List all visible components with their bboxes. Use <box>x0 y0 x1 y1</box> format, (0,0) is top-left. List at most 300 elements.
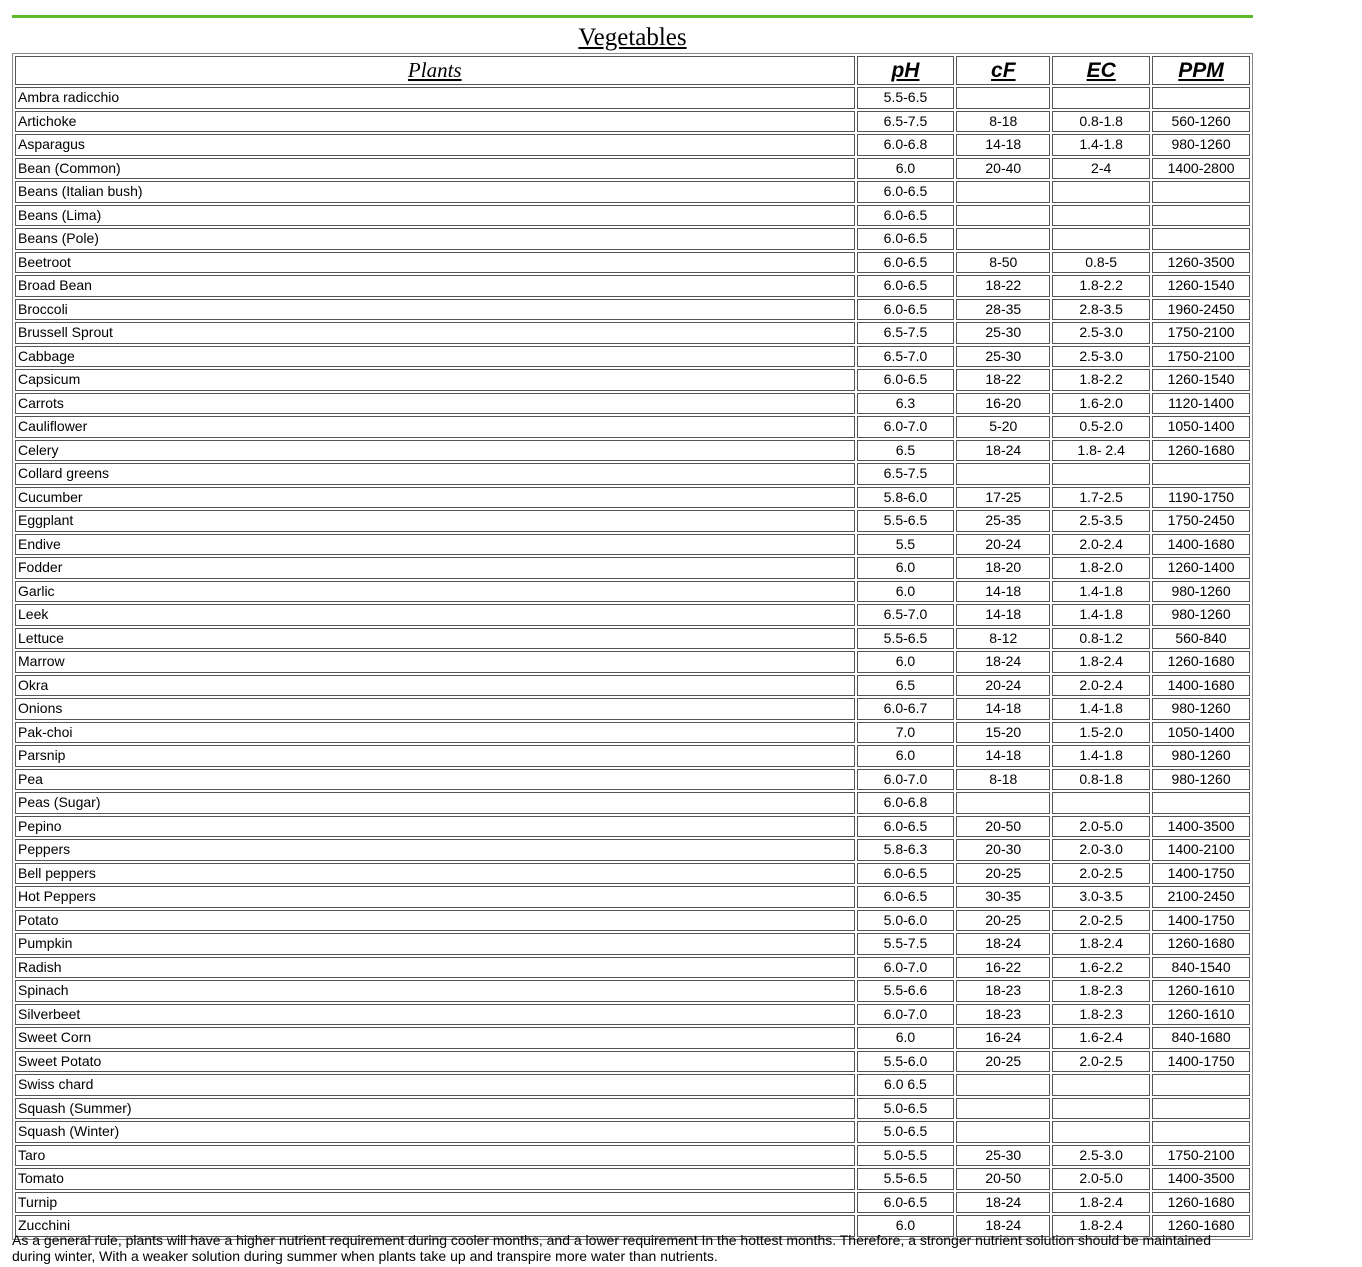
cell-plant: Beans (Pole) <box>15 228 855 250</box>
cell-ppm <box>1152 463 1250 485</box>
cell-plant: Carrots <box>15 393 855 415</box>
cell-ec <box>1052 1098 1150 1120</box>
cell-ppm: 1190-1750 <box>1152 487 1250 509</box>
cell-ph: 5.5-6.0 <box>857 1051 955 1073</box>
cell-ppm: 1260-1540 <box>1152 275 1250 297</box>
cell-plant: Brussell Sprout <box>15 322 855 344</box>
table-row <box>15 1145 1250 1167</box>
cell-plant: Leek <box>15 604 855 626</box>
cell-plant: Squash (Winter) <box>15 1121 855 1143</box>
cell-ec: 0.8-1.8 <box>1052 769 1150 791</box>
cell-ppm: 560-840 <box>1152 628 1250 650</box>
table-row <box>15 863 1250 885</box>
cell-ph: 6.3 <box>857 393 955 415</box>
cell-ec: 1.8-2.4 <box>1052 1192 1150 1214</box>
cell-plant: Lettuce <box>15 628 855 650</box>
cell-cf: 18-24 <box>956 933 1050 955</box>
cell-cf <box>956 1098 1050 1120</box>
cell-ec: 1.4-1.8 <box>1052 581 1150 603</box>
cell-ph: 5.5-6.5 <box>857 510 955 532</box>
cell-plant: Hot Peppers <box>15 886 855 908</box>
cell-ec: 2.0-2.4 <box>1052 534 1150 556</box>
cell-ph: 5.5-6.5 <box>857 87 955 109</box>
cell-ec: 1.4-1.8 <box>1052 745 1150 767</box>
cell-ph: 6.0-7.0 <box>857 769 955 791</box>
cell-cf: 20-30 <box>956 839 1050 861</box>
cell-ph: 5.0-6.0 <box>857 910 955 932</box>
cell-ph: 6.0-6.8 <box>857 134 955 156</box>
cell-ppm: 1050-1400 <box>1152 416 1250 438</box>
cell-ph: 6.0 <box>857 1027 955 1049</box>
table-row <box>15 1027 1250 1049</box>
table-row <box>15 510 1250 532</box>
cell-plant: Capsicum <box>15 369 855 391</box>
cell-cf <box>956 792 1050 814</box>
table-row <box>15 1074 1250 1096</box>
cell-cf: 20-24 <box>956 675 1050 697</box>
header-ph: pH <box>857 56 955 85</box>
cell-plant: Radish <box>15 957 855 979</box>
cell-plant: Beans (Lima) <box>15 205 855 227</box>
cell-plant: Asparagus <box>15 134 855 156</box>
cell-ec: 2.5-3.0 <box>1052 346 1150 368</box>
cell-ec: 2.5-3.0 <box>1052 1145 1150 1167</box>
cell-cf: 8-18 <box>956 769 1050 791</box>
cell-ppm: 1400-1680 <box>1152 675 1250 697</box>
table-row <box>15 816 1250 838</box>
vegetables-table <box>12 53 1253 1240</box>
table-row <box>15 205 1250 227</box>
cell-ph: 5.5-6.5 <box>857 1168 955 1190</box>
cell-ec: 2.0-2.5 <box>1052 1051 1150 1073</box>
cell-ec: 2.5-3.5 <box>1052 510 1150 532</box>
cell-ec: 1.8- 2.4 <box>1052 440 1150 462</box>
cell-ppm <box>1152 792 1250 814</box>
cell-ppm: 840-1540 <box>1152 957 1250 979</box>
cell-plant: Cauliflower <box>15 416 855 438</box>
cell-ph: 6.0-6.5 <box>857 1192 955 1214</box>
cell-ph: 6.0 <box>857 1215 955 1237</box>
cell-cf: 18-24 <box>956 1215 1050 1237</box>
cell-plant: Artichoke <box>15 111 855 133</box>
cell-cf: 14-18 <box>956 581 1050 603</box>
cell-plant: Spinach <box>15 980 855 1002</box>
table-row <box>15 886 1250 908</box>
cell-ph: 6.0-6.5 <box>857 863 955 885</box>
cell-ppm: 2100-2450 <box>1152 886 1250 908</box>
cell-ppm: 1260-1680 <box>1152 1192 1250 1214</box>
cell-ph: 6.0-7.0 <box>857 416 955 438</box>
cell-plant: Taro <box>15 1145 855 1167</box>
cell-ph: 6.5-7.0 <box>857 604 955 626</box>
cell-cf <box>956 87 1050 109</box>
cell-plant: Peas (Sugar) <box>15 792 855 814</box>
cell-ec: 1.8-2.2 <box>1052 275 1150 297</box>
cell-cf: 25-30 <box>956 322 1050 344</box>
cell-ph: 5.5-6.5 <box>857 628 955 650</box>
cell-ph: 5.5-7.5 <box>857 933 955 955</box>
table-row <box>15 1192 1250 1214</box>
cell-ppm: 1400-1750 <box>1152 1051 1250 1073</box>
cell-ph: 6.0-6.8 <box>857 792 955 814</box>
table-row <box>15 675 1250 697</box>
cell-ph: 6.0 <box>857 158 955 180</box>
cell-plant: Swiss chard <box>15 1074 855 1096</box>
cell-ph: 5.8-6.0 <box>857 487 955 509</box>
header-cf: cF <box>956 56 1050 85</box>
table-row <box>15 722 1250 744</box>
cell-ppm: 1260-1680 <box>1152 651 1250 673</box>
table-row <box>15 839 1250 861</box>
cell-ppm: 1260-1400 <box>1152 557 1250 579</box>
cell-cf <box>956 205 1050 227</box>
cell-plant: Sweet Potato <box>15 1051 855 1073</box>
cell-ppm: 980-1260 <box>1152 745 1250 767</box>
header-ppm: PPM <box>1152 56 1250 85</box>
cell-ppm: 1260-1680 <box>1152 933 1250 955</box>
cell-cf <box>956 463 1050 485</box>
cell-ec <box>1052 228 1150 250</box>
table-row <box>15 275 1250 297</box>
cell-plant: Squash (Summer) <box>15 1098 855 1120</box>
table-row <box>15 651 1250 673</box>
cell-ppm: 1400-2800 <box>1152 158 1250 180</box>
cell-ppm: 1050-1400 <box>1152 722 1250 744</box>
table-row <box>15 252 1250 274</box>
cell-plant: Bean (Common) <box>15 158 855 180</box>
cell-plant: Parsnip <box>15 745 855 767</box>
cell-cf: 20-24 <box>956 534 1050 556</box>
cell-cf: 18-23 <box>956 1004 1050 1026</box>
cell-ph: 6.0-6.5 <box>857 228 955 250</box>
cell-plant: Celery <box>15 440 855 462</box>
cell-plant: Pea <box>15 769 855 791</box>
table-row <box>15 487 1250 509</box>
table-row <box>15 158 1250 180</box>
table-row <box>15 792 1250 814</box>
cell-ppm <box>1152 1121 1250 1143</box>
cell-ppm: 1750-2100 <box>1152 1145 1250 1167</box>
cell-cf: 20-25 <box>956 1051 1050 1073</box>
table-row <box>15 1004 1250 1026</box>
cell-cf: 8-18 <box>956 111 1050 133</box>
cell-ec: 2.0-2.5 <box>1052 910 1150 932</box>
table-row <box>15 1121 1250 1143</box>
cell-ppm: 840-1680 <box>1152 1027 1250 1049</box>
table-row <box>15 557 1250 579</box>
cell-ec: 1.8-2.4 <box>1052 1215 1150 1237</box>
cell-ppm: 1120-1400 <box>1152 393 1250 415</box>
cell-ec: 1.4-1.8 <box>1052 134 1150 156</box>
cell-cf: 25-30 <box>956 346 1050 368</box>
table-row <box>15 933 1250 955</box>
cell-ph: 6.5 <box>857 675 955 697</box>
cell-ec: 2.0-3.0 <box>1052 839 1150 861</box>
cell-plant: Fodder <box>15 557 855 579</box>
cell-plant: Silverbeet <box>15 1004 855 1026</box>
cell-plant: Beetroot <box>15 252 855 274</box>
cell-ec: 1.6-2.4 <box>1052 1027 1150 1049</box>
cell-ppm: 1400-2100 <box>1152 839 1250 861</box>
cell-ppm: 1260-3500 <box>1152 252 1250 274</box>
cell-ppm <box>1152 1098 1250 1120</box>
cell-ph: 6.0 <box>857 651 955 673</box>
cell-cf: 8-12 <box>956 628 1050 650</box>
cell-ph: 6.5-7.0 <box>857 346 955 368</box>
cell-ec: 1.4-1.8 <box>1052 698 1150 720</box>
cell-cf: 8-50 <box>956 252 1050 274</box>
cell-ph: 6.0 <box>857 745 955 767</box>
cell-ppm: 980-1260 <box>1152 581 1250 603</box>
cell-ppm: 1400-3500 <box>1152 816 1250 838</box>
cell-ph: 6.5-7.5 <box>857 111 955 133</box>
table-row <box>15 534 1250 556</box>
cell-cf: 20-25 <box>956 910 1050 932</box>
cell-cf: 15-20 <box>956 722 1050 744</box>
cell-ph: 7.0 <box>857 722 955 744</box>
cell-cf: 20-25 <box>956 863 1050 885</box>
cell-ph: 6.0-6.5 <box>857 252 955 274</box>
cell-ec: 2.5-3.0 <box>1052 322 1150 344</box>
cell-ppm: 1260-1540 <box>1152 369 1250 391</box>
header-ec: EC <box>1052 56 1150 85</box>
table-row <box>15 322 1250 344</box>
cell-ph: 6.0-6.7 <box>857 698 955 720</box>
cell-plant: Zucchini <box>15 1215 855 1237</box>
cell-cf: 20-50 <box>956 816 1050 838</box>
cell-plant: Marrow <box>15 651 855 673</box>
cell-ec: 2.0-5.0 <box>1052 816 1150 838</box>
cell-ppm: 1260-1680 <box>1152 440 1250 462</box>
table-row <box>15 299 1250 321</box>
cell-ph: 6.0-6.5 <box>857 181 955 203</box>
cell-ph: 6.0-6.5 <box>857 205 955 227</box>
cell-plant: Bell peppers <box>15 863 855 885</box>
cell-cf: 16-22 <box>956 957 1050 979</box>
cell-ph: 6.0-6.5 <box>857 816 955 838</box>
cell-ec <box>1052 463 1150 485</box>
cell-ph: 6.5-7.5 <box>857 463 955 485</box>
table-row <box>15 87 1250 109</box>
cell-plant: Collard greens <box>15 463 855 485</box>
cell-ph: 6.0-7.0 <box>857 957 955 979</box>
cell-cf: 25-35 <box>956 510 1050 532</box>
table-row <box>15 1168 1250 1190</box>
cell-ec: 1.8-2.0 <box>1052 557 1150 579</box>
cell-cf: 20-40 <box>956 158 1050 180</box>
cell-cf: 14-18 <box>956 134 1050 156</box>
cell-cf: 18-24 <box>956 651 1050 673</box>
cell-ec: 0.5-2.0 <box>1052 416 1150 438</box>
cell-ec <box>1052 181 1150 203</box>
cell-cf: 18-20 <box>956 557 1050 579</box>
cell-cf: 18-24 <box>956 1192 1050 1214</box>
cell-ph: 6.0-7.0 <box>857 1004 955 1026</box>
cell-plant: Garlic <box>15 581 855 603</box>
cell-ec: 1.6-2.2 <box>1052 957 1150 979</box>
cell-ec: 1.4-1.8 <box>1052 604 1150 626</box>
cell-ppm: 1960-2450 <box>1152 299 1250 321</box>
cell-plant: Potato <box>15 910 855 932</box>
cell-ph: 6.5 <box>857 440 955 462</box>
cell-cf: 18-22 <box>956 275 1050 297</box>
cell-ph: 6.0-6.5 <box>857 299 955 321</box>
cell-ppm: 1400-1750 <box>1152 863 1250 885</box>
cell-cf: 28-35 <box>956 299 1050 321</box>
cell-ppm: 980-1260 <box>1152 698 1250 720</box>
cell-ec: 3.0-3.5 <box>1052 886 1150 908</box>
cell-ec: 0.8-1.8 <box>1052 111 1150 133</box>
cell-cf: 18-23 <box>956 980 1050 1002</box>
cell-ph: 5.0-5.5 <box>857 1145 955 1167</box>
table-row <box>15 581 1250 603</box>
cell-ppm: 1400-3500 <box>1152 1168 1250 1190</box>
cell-ec: 1.8-2.4 <box>1052 651 1150 673</box>
footnote: As a general rule, plants will have a higher nutrient requirement during cooler months, and a lower requirement In the hottest months. Therefore, a stronger nutrient solution should be maintained during winter, With a weaker solution during summer when plants take up and transpire more water than nutrients. <box>12 1232 1211 1264</box>
cell-cf: 20-50 <box>956 1168 1050 1190</box>
cell-ppm <box>1152 1074 1250 1096</box>
cell-ec <box>1052 792 1150 814</box>
cell-ec: 1.8-2.2 <box>1052 369 1150 391</box>
cell-cf <box>956 181 1050 203</box>
cell-ppm: 980-1260 <box>1152 604 1250 626</box>
cell-ec: 1.8-2.3 <box>1052 980 1150 1002</box>
page-title: Vegetables <box>578 24 687 51</box>
cell-ppm: 1400-1750 <box>1152 910 1250 932</box>
cell-plant: Beans (Italian bush) <box>15 181 855 203</box>
table-row <box>15 604 1250 626</box>
cell-ph: 5.0-6.5 <box>857 1098 955 1120</box>
table-row <box>15 1098 1250 1120</box>
cell-cf: 18-22 <box>956 369 1050 391</box>
cell-plant: Broccoli <box>15 299 855 321</box>
cell-cf: 14-18 <box>956 745 1050 767</box>
cell-cf: 25-30 <box>956 1145 1050 1167</box>
table-row <box>15 745 1250 767</box>
cell-ph: 6.0 <box>857 581 955 603</box>
cell-ec: 0.8-5 <box>1052 252 1150 274</box>
cell-plant: Tomato <box>15 1168 855 1190</box>
cell-plant: Okra <box>15 675 855 697</box>
cell-ph: 5.8-6.3 <box>857 839 955 861</box>
cell-ppm: 980-1260 <box>1152 134 1250 156</box>
cell-cf: 18-24 <box>956 440 1050 462</box>
cell-cf <box>956 1121 1050 1143</box>
cell-ec: 2.0-2.4 <box>1052 675 1150 697</box>
cell-plant: Onions <box>15 698 855 720</box>
table-row <box>15 346 1250 368</box>
cell-ppm <box>1152 228 1250 250</box>
green-divider <box>12 15 1253 18</box>
cell-ppm: 1750-2100 <box>1152 322 1250 344</box>
table-row <box>15 134 1250 156</box>
cell-ppm: 1260-1610 <box>1152 1004 1250 1026</box>
table-row <box>15 1051 1250 1073</box>
cell-cf: 14-18 <box>956 698 1050 720</box>
cell-cf: 16-20 <box>956 393 1050 415</box>
cell-ppm: 1750-2450 <box>1152 510 1250 532</box>
cell-plant: Turnip <box>15 1192 855 1214</box>
cell-ec: 1.5-2.0 <box>1052 722 1150 744</box>
cell-cf <box>956 228 1050 250</box>
table-row <box>15 228 1250 250</box>
cell-plant: Endive <box>15 534 855 556</box>
table-row <box>15 980 1250 1002</box>
cell-ppm: 1260-1610 <box>1152 980 1250 1002</box>
cell-ec: 2.0-2.5 <box>1052 863 1150 885</box>
cell-ec: 1.8-2.4 <box>1052 933 1150 955</box>
header-row <box>15 56 1250 85</box>
cell-plant: Sweet Corn <box>15 1027 855 1049</box>
table-row <box>15 440 1250 462</box>
cell-ppm <box>1152 205 1250 227</box>
table-row <box>15 910 1250 932</box>
cell-ph: 6.0-6.5 <box>857 369 955 391</box>
cell-ph: 5.0-6.5 <box>857 1121 955 1143</box>
cell-plant: Peppers <box>15 839 855 861</box>
cell-ph: 5.5 <box>857 534 955 556</box>
cell-ec: 0.8-1.2 <box>1052 628 1150 650</box>
cell-ph: 6.5-7.5 <box>857 322 955 344</box>
cell-ec <box>1052 1074 1150 1096</box>
cell-ppm: 1750-2100 <box>1152 346 1250 368</box>
cell-ph: 6.0 6.5 <box>857 1074 955 1096</box>
cell-ppm: 560-1260 <box>1152 111 1250 133</box>
cell-plant: Pepino <box>15 816 855 838</box>
cell-ppm <box>1152 181 1250 203</box>
table-row <box>15 416 1250 438</box>
cell-plant: Pumpkin <box>15 933 855 955</box>
table-row <box>15 698 1250 720</box>
table-row <box>15 628 1250 650</box>
cell-cf: 5-20 <box>956 416 1050 438</box>
header-plants: Plants <box>15 56 855 85</box>
cell-ph: 6.0-6.5 <box>857 886 955 908</box>
cell-ec: 2-4 <box>1052 158 1150 180</box>
cell-cf: 30-35 <box>956 886 1050 908</box>
cell-ec: 1.6-2.0 <box>1052 393 1150 415</box>
cell-cf <box>956 1074 1050 1096</box>
table-row <box>15 111 1250 133</box>
cell-cf: 17-25 <box>956 487 1050 509</box>
cell-ppm: 980-1260 <box>1152 769 1250 791</box>
cell-cf: 14-18 <box>956 604 1050 626</box>
cell-plant: Eggplant <box>15 510 855 532</box>
cell-ph: 6.0 <box>857 557 955 579</box>
cell-ppm <box>1152 87 1250 109</box>
cell-plant: Cucumber <box>15 487 855 509</box>
cell-ec <box>1052 1121 1150 1143</box>
cell-ec <box>1052 205 1150 227</box>
cell-ec: 2.0-5.0 <box>1052 1168 1150 1190</box>
cell-ph: 6.0-6.5 <box>857 275 955 297</box>
cell-plant: Broad Bean <box>15 275 855 297</box>
cell-cf: 16-24 <box>956 1027 1050 1049</box>
cell-ppm: 1260-1680 <box>1152 1215 1250 1237</box>
cell-ppm: 1400-1680 <box>1152 534 1250 556</box>
cell-plant: Pak-choi <box>15 722 855 744</box>
cell-ph: 5.5-6.6 <box>857 980 955 1002</box>
cell-ec: 1.7-2.5 <box>1052 487 1150 509</box>
table-row <box>15 393 1250 415</box>
table-row <box>15 957 1250 979</box>
table-row <box>15 463 1250 485</box>
table-row <box>15 769 1250 791</box>
table-row <box>15 181 1250 203</box>
cell-ec: 1.8-2.3 <box>1052 1004 1150 1026</box>
cell-plant: Cabbage <box>15 346 855 368</box>
table-row <box>15 369 1250 391</box>
